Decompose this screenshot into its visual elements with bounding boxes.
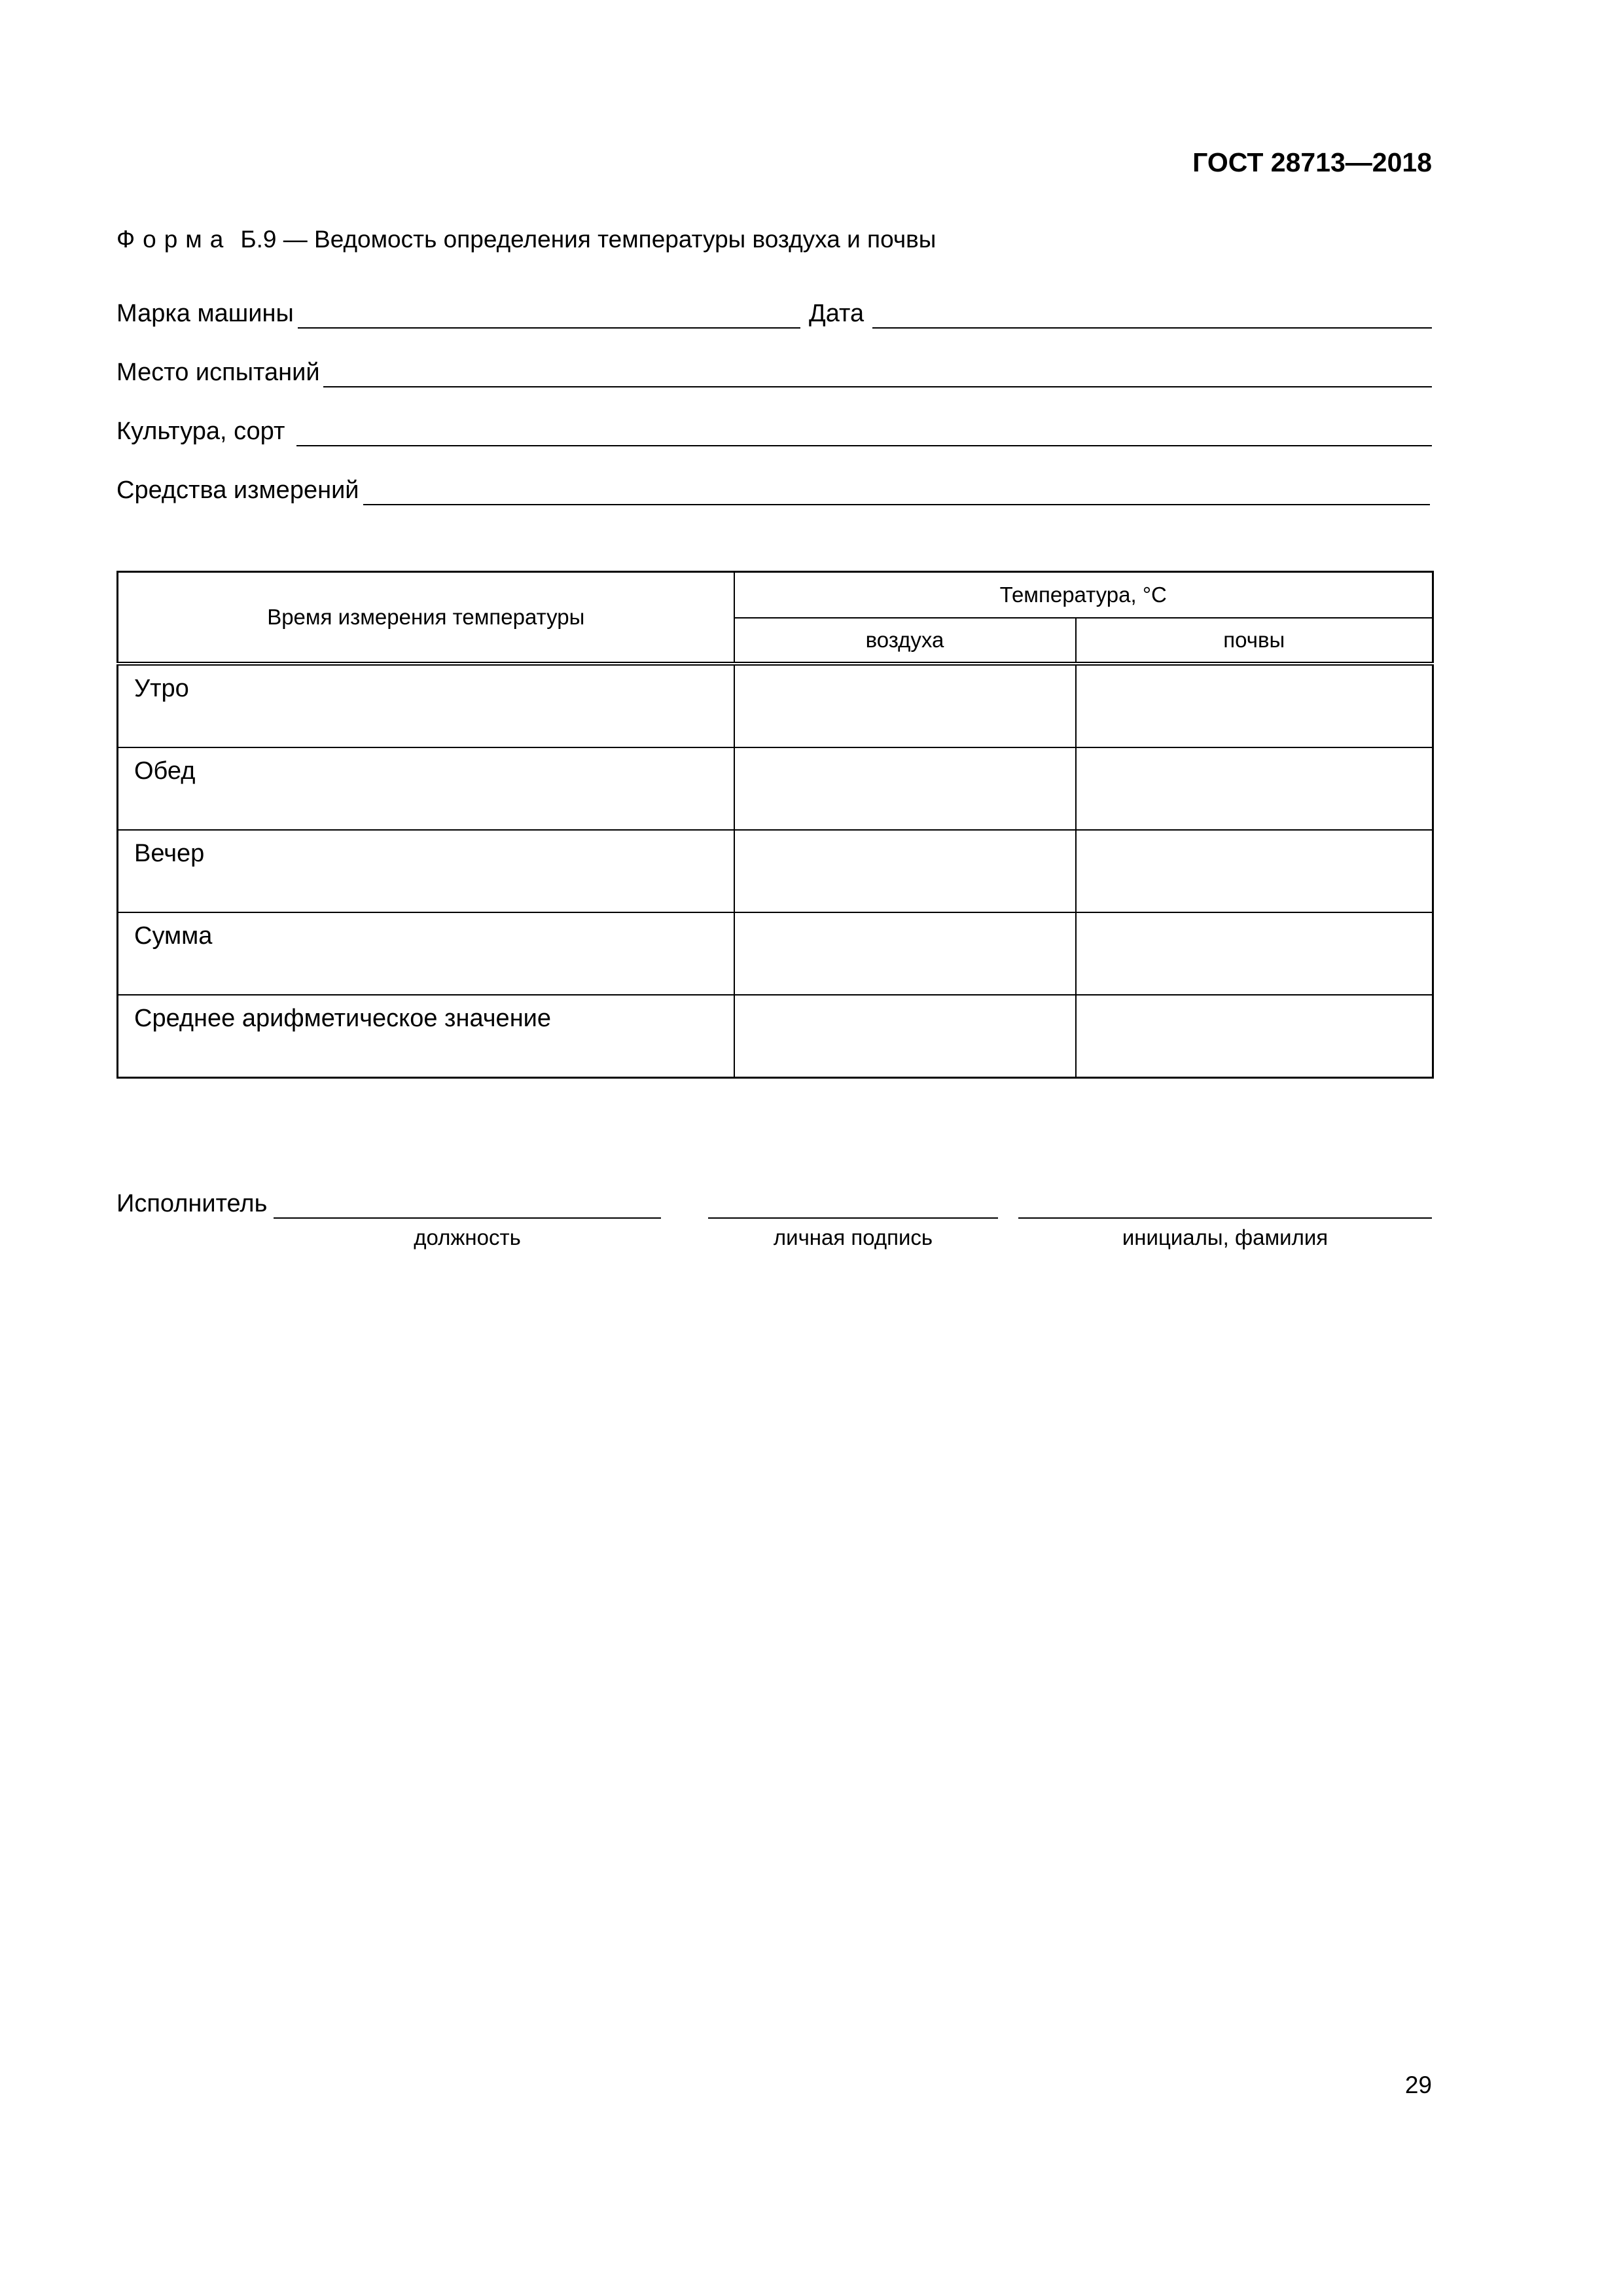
- table-row: [118, 995, 1433, 1078]
- standard-code: ГОСТ 28713—2018: [1192, 147, 1432, 177]
- soil-cell[interactable]: [1076, 995, 1433, 1078]
- test-site-field[interactable]: [323, 386, 1432, 387]
- row-label: Утро: [118, 664, 734, 747]
- table-row: [118, 747, 1433, 830]
- table-row: [118, 830, 1433, 912]
- air-cell[interactable]: [734, 912, 1076, 995]
- machine-brand-label: Марка машины: [116, 300, 294, 327]
- form-label-word: Форма: [116, 226, 232, 253]
- air-cell[interactable]: [734, 830, 1076, 912]
- test-site-label: Место испытаний: [116, 359, 320, 386]
- row-label: Вечер: [118, 830, 734, 912]
- row-label: Среднее арифметическое значение: [118, 995, 734, 1078]
- date-label: Дата: [809, 300, 865, 327]
- page-number: 29: [1404, 2072, 1432, 2098]
- crop-variety-field[interactable]: [296, 445, 1432, 446]
- executor-label: Исполнитель: [116, 1190, 268, 1217]
- name-caption: инициалы, фамилия: [1122, 1225, 1329, 1249]
- signature-caption: личная подпись: [773, 1225, 933, 1249]
- air-cell[interactable]: [734, 664, 1076, 747]
- signature-field[interactable]: [708, 1217, 998, 1219]
- machine-brand-field[interactable]: [298, 327, 800, 329]
- temperature-table: [116, 571, 1434, 1079]
- table-row: [118, 912, 1433, 995]
- table-row: [118, 664, 1433, 747]
- instruments-label: Средства измерений: [116, 476, 359, 504]
- col-soil-header: почвы: [1076, 618, 1433, 664]
- col-temperature-header: Температура, °С: [734, 572, 1433, 618]
- air-cell[interactable]: [734, 995, 1076, 1078]
- crop-variety-label: Культура, сорт: [116, 418, 285, 445]
- row-label: Сумма: [118, 912, 734, 995]
- date-field[interactable]: [872, 327, 1432, 329]
- position-field[interactable]: [274, 1217, 661, 1219]
- instruments-field[interactable]: [363, 504, 1430, 505]
- soil-cell[interactable]: [1076, 664, 1433, 747]
- position-caption: должность: [414, 1225, 521, 1249]
- soil-cell[interactable]: [1076, 747, 1433, 830]
- col-time-header: Время измерения температуры: [118, 572, 734, 664]
- name-field[interactable]: [1018, 1217, 1432, 1219]
- soil-cell[interactable]: [1076, 912, 1433, 995]
- row-label: Обед: [118, 747, 734, 830]
- col-air-header: воздуха: [734, 618, 1076, 664]
- form-title: [116, 226, 936, 253]
- air-cell[interactable]: [734, 747, 1076, 830]
- form-title-text: Б.9 — Ведомость определения температуры воздуха и почвы: [240, 226, 936, 253]
- soil-cell[interactable]: [1076, 830, 1433, 912]
